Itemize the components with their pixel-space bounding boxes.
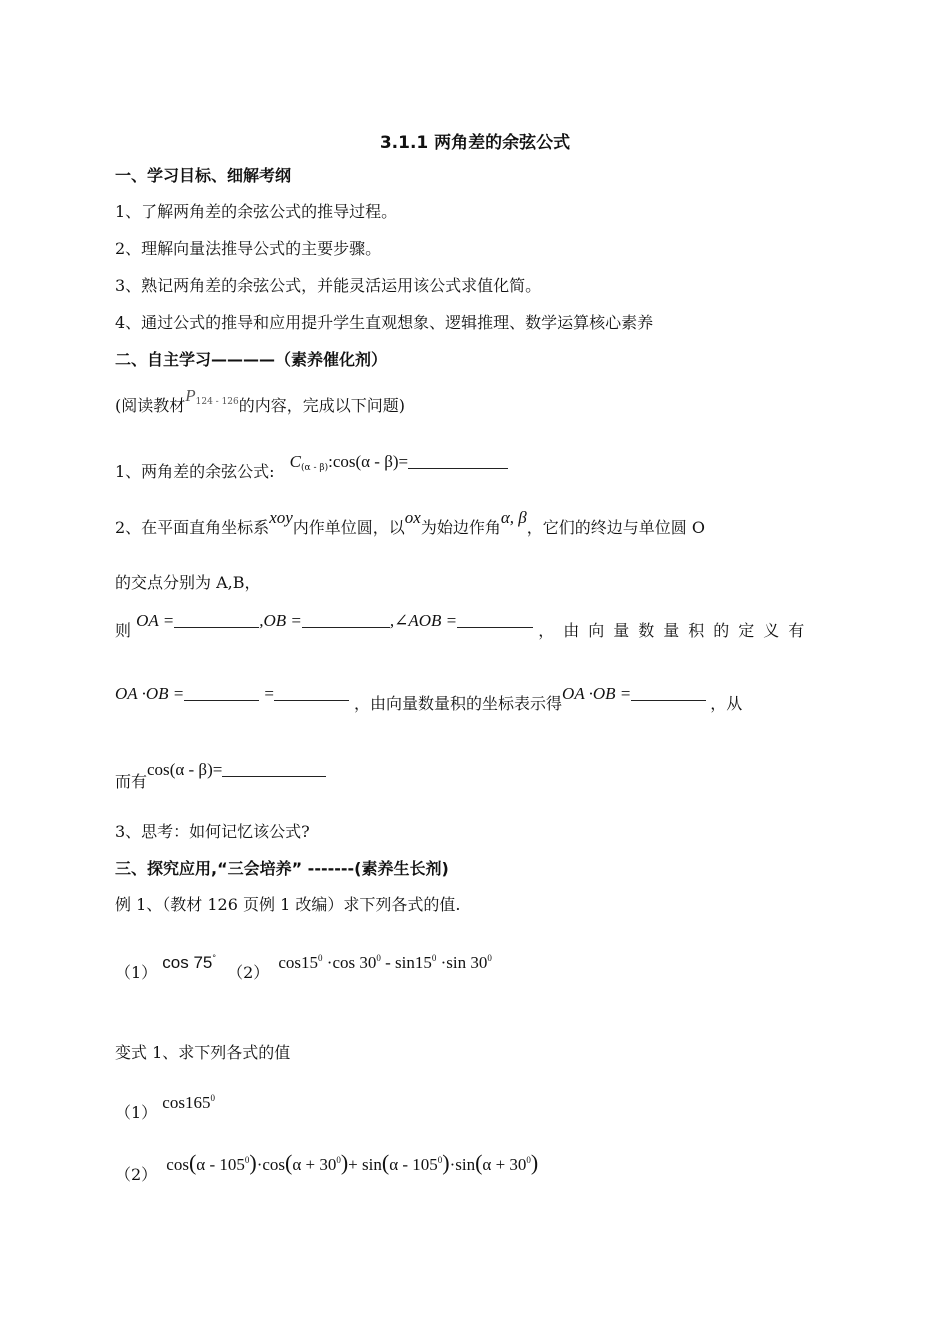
ox-symbol: ox (404, 508, 421, 527)
dot-product-blank-2[interactable] (274, 685, 349, 701)
q2-text-b: 内作单位圆，以 (292, 518, 405, 537)
superscript: 0 (431, 953, 437, 963)
problem-label: （1） (115, 1103, 158, 1122)
page-title: 3.1.1 两角差的余弦公式 (379, 133, 571, 153)
superscript: 0 (336, 1155, 341, 1165)
example-1-problems (115, 953, 492, 983)
section-2-heading: 二、自主学习————（素养催化剂） (115, 350, 388, 369)
example-1: 例 1、（教材 126 页例 1 改编）求下列各式的值. (115, 895, 461, 914)
answer-blank[interactable] (408, 453, 508, 469)
problem-label: （1） (115, 963, 158, 982)
question-2-line-4 (115, 684, 743, 714)
formula-equals: = (398, 452, 409, 471)
ob-blank[interactable] (302, 612, 390, 628)
sin-term-2: ·sin (449, 1155, 476, 1174)
page-symbol: P (185, 386, 196, 405)
formula-argument: (α - β) (355, 452, 399, 471)
cos15-term: cos15 (278, 953, 319, 972)
formula-cos: :cos (328, 452, 356, 471)
q2-text-d: ，它们的终边与单位圆 O (526, 518, 705, 537)
aob-blank[interactable] (457, 612, 533, 628)
superscript: 0 (526, 1155, 531, 1165)
q2-text-c: 为始边作角 (420, 518, 501, 537)
reading-instruction (115, 386, 406, 422)
question-2-line-3 (115, 611, 814, 641)
problem-label: （2） (227, 963, 270, 982)
aob-label: ,∠AOB = (389, 611, 458, 630)
cos165-expr: cos165 (162, 1093, 211, 1112)
superscript: 0 (376, 953, 381, 963)
q2-then: 则 (115, 621, 132, 640)
problem-label: （2） (115, 1165, 158, 1184)
variant-1: 变式 1、求下列各式的值 (115, 1043, 291, 1062)
coordinate-dot-blank[interactable] (631, 685, 706, 701)
superscript: 0 (244, 1155, 250, 1165)
arg-4: α + 30 (482, 1155, 527, 1174)
sin-term-1: + sin (348, 1155, 382, 1174)
cos-term-1: cos (166, 1155, 189, 1174)
sin30-term: ·sin 30 (440, 953, 488, 972)
result-equals: = (212, 760, 223, 779)
reading-pre: (阅读教材 (115, 396, 186, 415)
question-2-line-5 (115, 760, 326, 792)
equals-sign: = (264, 684, 274, 703)
superscript: 0 (318, 953, 323, 963)
q2-hence: 而有 (115, 772, 148, 791)
result-argument: (α - β) (169, 760, 213, 779)
page-range: 124 - 126 (195, 397, 239, 407)
section-3-heading: 三、探究应用,“三会培养” -------(素养生长剂) (115, 859, 449, 878)
q2-from: ，从 (710, 694, 743, 713)
arg-1: α - 105 (196, 1155, 245, 1174)
cos-term-2: ·cos (256, 1155, 286, 1174)
xoy-symbol: xoy (269, 508, 293, 527)
oa-label: OA = (136, 611, 175, 630)
cos30-term: ·cos 30 (326, 953, 377, 972)
coordinate-dot-label: OA ·OB = (562, 684, 632, 703)
result-blank[interactable] (222, 761, 326, 777)
degree-sign: ° (212, 953, 216, 963)
question-2-line-1 (115, 508, 705, 538)
section-1-heading: 一、学习目标、细解考纲 (115, 166, 292, 185)
angle-symbols: α, β (500, 508, 527, 527)
objective-item: 3、熟记两角差的余弦公式，并能灵活运用该公式求值化简。 (115, 276, 542, 295)
arg-3: α - 105 (389, 1155, 438, 1174)
question-3: 3、思考：如何记忆该公式? (115, 822, 310, 841)
dot-product-label: OA ·OB = (115, 684, 185, 703)
superscript: 0 (210, 1093, 215, 1103)
objective-item: 4、通过公式的推导和应用提升学生直观想象、逻辑推理、数学运算核心素养 (115, 313, 654, 332)
question-1-label: 1、两角差的余弦公式: (115, 462, 275, 481)
superscript: 0 (437, 1155, 443, 1165)
arg-2: α + 30 (292, 1155, 337, 1174)
superscript: 0 (487, 953, 492, 963)
ob-label: ,OB = (259, 611, 302, 630)
q2-text-a: 2、在平面直角坐标系 (115, 518, 270, 537)
question-2-line-2: 的交点分别为 A,B， (115, 573, 261, 592)
sin15-term: - sin15 (385, 953, 432, 972)
objective-item: 2、理解向量法推导公式的主要步骤。 (115, 239, 382, 258)
cos75-expr: cos 75 (162, 953, 213, 972)
objective-item: 1、了解两角差的余弦公式的推导过程。 (115, 202, 398, 221)
reading-post: 的内容，完成以下问题) (238, 396, 406, 415)
formula-symbol: C (289, 452, 302, 471)
dot-product-blank[interactable] (184, 685, 259, 701)
result-cos: cos (147, 760, 170, 779)
q2-tail: ，由向量数量积的定义有 (538, 621, 814, 640)
q2-mid: ，由向量数量积的坐标表示得 (354, 694, 563, 713)
variant-1-problem-2: （2） $\cos(\alpha - 105^0)\cdot\cos(\alpha + 30^0)+ \sin(\alpha - 105^0)\cdot\sin(\alpha + 30^0)$ (115, 1150, 539, 1184)
variant-1-problem-1 (115, 1093, 215, 1123)
oa-blank[interactable] (174, 612, 259, 628)
formula-subscript: (α - β) (301, 463, 329, 473)
